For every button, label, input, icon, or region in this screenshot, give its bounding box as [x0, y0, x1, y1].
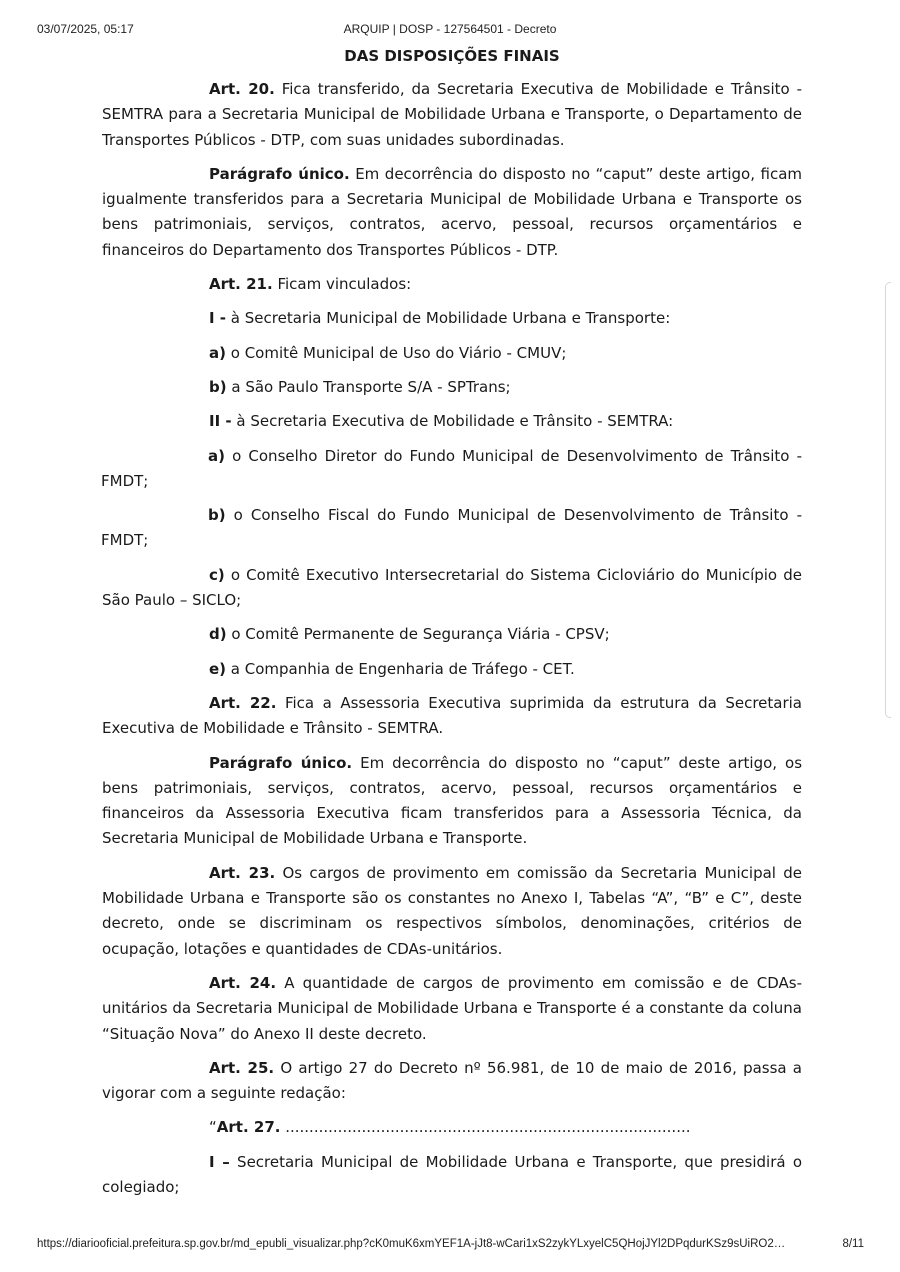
art-21-ii-a	[101, 444, 802, 495]
article-text: Fica transferido, da Secretaria Executiva de Mobilidade e Trânsito - SEMTRA para a Secretaria Municipal de Mobilidade Urbana e Transporte, o Departamento de Transportes Públicos - DTP, com suas unidades subordinadas.	[102, 80, 802, 149]
section-title: DAS DISPOSIÇÕES FINAIS	[344, 47, 560, 65]
article-text: Os cargos de provimento em comissão da Secretaria Municipal de Mobilidade Urbana e Transporte são os constantes no Anexo I, Tabelas “A”, “B” e C”, deste decreto, onde se discriminam os respectivos símbolos, denominações, critérios de ocupação, lotações e quantidades de CDAs-unitários.	[102, 863, 802, 958]
art-21-ii-d	[102, 622, 802, 647]
scrollbar[interactable]	[885, 282, 891, 718]
item-label: a)	[208, 446, 225, 465]
art-21-i-a	[102, 341, 802, 366]
article-text: O artigo 27 do Decreto nº 56.981, de 10 de maio de 2016, passa a vigorar com a seguinte redação:	[102, 1058, 802, 1103]
article-text: Fica a Assessoria Executiva suprimida da estrutura da Secretaria Executiva de Mobilidade e Trânsito - SEMTRA.	[102, 693, 802, 738]
print-footer	[37, 1238, 864, 1254]
item-text: o Conselho Diretor do Fundo Municipal de Desenvolvimento de Trânsito - FMDT;	[101, 446, 802, 490]
item-text: o Comitê Permanente de Segurança Viária - CPSV;	[226, 625, 610, 644]
article-label: Art. 22.	[209, 693, 277, 712]
art-24	[102, 971, 802, 1047]
art-21-ii-e	[102, 657, 802, 682]
item-text: à Secretaria Municipal de Mobilidade Urbana e Transporte:	[226, 309, 671, 328]
art-22	[102, 691, 802, 742]
item-label: b)	[209, 377, 227, 396]
article-label: Art. 27.	[216, 1118, 281, 1137]
print-header	[37, 22, 863, 38]
item-label: d)	[209, 625, 227, 644]
item-label: I –	[209, 1152, 230, 1171]
article-text: Ficam vinculados:	[272, 275, 412, 294]
item-label: a)	[209, 343, 226, 362]
art-21-ii-c	[102, 563, 802, 614]
print-datetime: 03/07/2025, 05:17	[37, 22, 134, 36]
item-label: I -	[209, 309, 227, 328]
item-text: a São Paulo Transporte S/A - SPTrans;	[226, 377, 511, 396]
item-text: Secretaria Municipal de Mobilidade Urbana e Transporte, que presidirá o colegiado;	[102, 1152, 802, 1196]
art-21-i-b	[102, 375, 802, 400]
art-25	[102, 1056, 802, 1107]
article-label: Parágrafo único.	[209, 164, 350, 183]
article-label: Art. 21.	[209, 275, 273, 294]
item-label: II -	[209, 412, 232, 431]
article-label: Art. 24.	[209, 973, 277, 992]
art-21-inciso-ii	[102, 409, 802, 434]
item-text: o Comitê Municipal de Uso do Viário - CMUV;	[225, 343, 567, 362]
item-text: à Secretaria Executiva de Mobilidade e Trânsito - SEMTRA:	[231, 412, 674, 431]
article-label: Art. 23.	[209, 863, 276, 882]
item-text: o Comitê Executivo Intersecretarial do Sistema Cicloviário do Município de São Paulo – SICLO;	[102, 565, 802, 610]
open-quote: “	[209, 1118, 217, 1137]
article-text: Em decorrência do disposto no “caput” deste artigo, os bens patrimoniais, serviços, contratos, acervo, pessoal, recursos orçamentários e financeiros da Assessoria Executiva ficam transferidos para a Assessoria Técnica, da Secretaria Municipal de Mobilidade Urbana e Transporte.	[102, 753, 803, 848]
article-label: Art. 20.	[209, 80, 275, 98]
article-text: Em decorrência do disposto no “caput” deste artigo, ficam igualmente transferidos para a Secretaria Municipal de Mobilidade Urbana e Transporte os bens patrimoniais, serviços, contratos, acervo, pessoal, recursos orçamentários e financeiros do Departamento dos Transportes Públicos - DTP.	[102, 164, 802, 259]
art-20-paragrafo-unico	[102, 162, 802, 263]
page-number: 8/11	[842, 1238, 864, 1250]
article-text: A quantidade de cargos de provimento em comissão e de CDAs-unitários da Secretaria Municipal de Mobilidade Urbana e Transporte é a constante da coluna “Situação Nova” do Anexo II deste decreto.	[102, 973, 803, 1043]
article-label: Art. 25.	[209, 1058, 275, 1077]
art-21-inciso-i	[102, 306, 802, 331]
art-22-paragrafo-unico	[102, 751, 802, 852]
item-text: o Conselho Fiscal do Fundo Municipal de Desenvolvimento de Trânsito - FMDT;	[101, 506, 802, 550]
art-27-quote	[102, 1115, 802, 1140]
item-label: c)	[209, 565, 225, 584]
art-27-inciso-i	[102, 1150, 802, 1201]
article-label: Parágrafo único.	[209, 753, 353, 772]
page-url: https://diariooficial.prefeitura.sp.gov.br/md_epubli_visualizar.php?cK0muK6xmYEF1A-jJt8-wCari1xS2zykYLxyelC5QHojJYl2DPqdurKSz9sUiRO2…	[37, 1238, 786, 1250]
art-21-ii-b	[101, 503, 802, 554]
item-label: e)	[209, 659, 227, 678]
item-text: a Companhia de Engenharia de Tráfego - CET.	[226, 659, 575, 678]
document-body	[102, 44, 802, 1209]
art-21	[102, 272, 802, 297]
document-title: ARQUIP | DOSP - 127564501 - Decreto	[343, 22, 557, 36]
art-20	[102, 77, 802, 153]
item-label: b)	[208, 506, 226, 525]
art-23	[102, 861, 802, 962]
article-text: .....................................................................................	[280, 1118, 691, 1137]
